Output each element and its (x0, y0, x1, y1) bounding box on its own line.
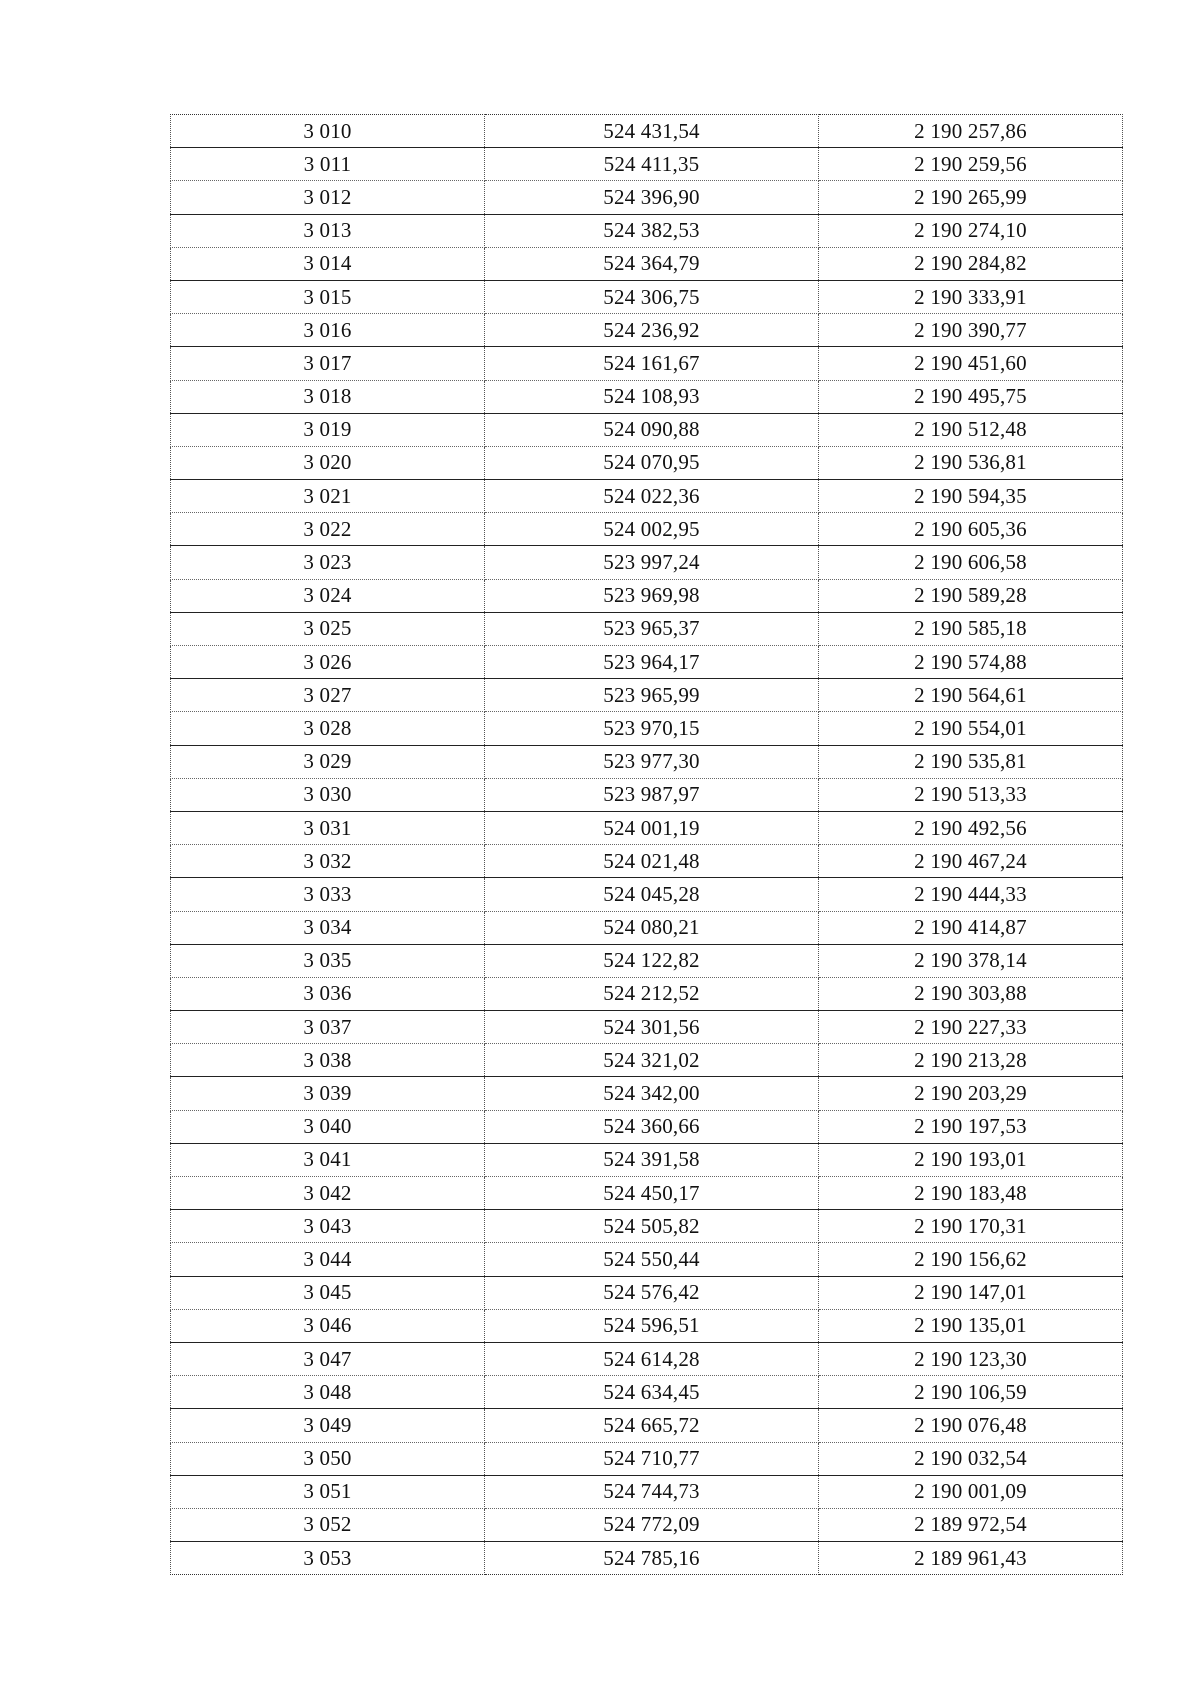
table-row (171, 1376, 1123, 1409)
table-row (171, 612, 1123, 645)
table-row (171, 1143, 1123, 1176)
x-coordinate-cell: 524 550,44 (485, 1243, 819, 1276)
x-coordinate-cell: 524 614,28 (485, 1342, 819, 1375)
x-coordinate-cell: 524 596,51 (485, 1309, 819, 1342)
x-coordinate-cell: 523 977,30 (485, 745, 819, 778)
table-row (171, 1077, 1123, 1110)
y-coordinate-cell: 2 190 605,36 (819, 513, 1123, 546)
x-coordinate-cell: 524 364,79 (485, 247, 819, 280)
x-coordinate-cell: 523 965,37 (485, 612, 819, 645)
x-coordinate-cell: 523 970,15 (485, 712, 819, 745)
point-number-cell: 3 041 (171, 1143, 485, 1176)
point-number-cell: 3 012 (171, 181, 485, 214)
x-coordinate-cell: 524 021,48 (485, 845, 819, 878)
table-row (171, 845, 1123, 878)
x-coordinate-cell: 523 969,98 (485, 579, 819, 612)
point-number-cell: 3 025 (171, 612, 485, 645)
y-coordinate-cell: 2 190 284,82 (819, 247, 1123, 280)
table-row (171, 1110, 1123, 1143)
table-row (171, 1177, 1123, 1210)
point-number-cell: 3 053 (171, 1542, 485, 1575)
point-number-cell: 3 052 (171, 1508, 485, 1541)
coordinates-table-body (171, 115, 1123, 1575)
point-number-cell: 3 016 (171, 314, 485, 347)
point-number-cell: 3 043 (171, 1210, 485, 1243)
y-coordinate-cell: 2 190 495,75 (819, 380, 1123, 413)
point-number-cell: 3 030 (171, 778, 485, 811)
y-coordinate-cell: 2 190 203,29 (819, 1077, 1123, 1110)
table-row (171, 646, 1123, 679)
point-number-cell: 3 018 (171, 380, 485, 413)
y-coordinate-cell: 2 190 303,88 (819, 977, 1123, 1010)
table-row (171, 1542, 1123, 1575)
point-number-cell: 3 031 (171, 811, 485, 844)
y-coordinate-cell: 2 190 444,33 (819, 878, 1123, 911)
x-coordinate-cell: 524 090,88 (485, 413, 819, 446)
x-coordinate-cell: 524 301,56 (485, 1011, 819, 1044)
point-number-cell: 3 024 (171, 579, 485, 612)
point-number-cell: 3 020 (171, 446, 485, 479)
table-row (171, 811, 1123, 844)
point-number-cell: 3 038 (171, 1044, 485, 1077)
table-row (171, 546, 1123, 579)
y-coordinate-cell: 2 190 259,56 (819, 148, 1123, 181)
y-coordinate-cell: 2 190 265,99 (819, 181, 1123, 214)
x-coordinate-cell: 524 772,09 (485, 1508, 819, 1541)
x-coordinate-cell: 524 001,19 (485, 811, 819, 844)
point-number-cell: 3 021 (171, 480, 485, 513)
x-coordinate-cell: 524 122,82 (485, 944, 819, 977)
table-row (171, 380, 1123, 413)
point-number-cell: 3 035 (171, 944, 485, 977)
table-row (171, 1210, 1123, 1243)
table-row (171, 911, 1123, 944)
table-row (171, 878, 1123, 911)
y-coordinate-cell: 2 190 390,77 (819, 314, 1123, 347)
y-coordinate-cell: 2 190 156,62 (819, 1243, 1123, 1276)
y-coordinate-cell: 2 190 467,24 (819, 845, 1123, 878)
y-coordinate-cell: 2 190 227,33 (819, 1011, 1123, 1044)
x-coordinate-cell: 523 987,97 (485, 778, 819, 811)
point-number-cell: 3 032 (171, 845, 485, 878)
x-coordinate-cell: 524 431,54 (485, 115, 819, 148)
y-coordinate-cell: 2 190 123,30 (819, 1342, 1123, 1375)
point-number-cell: 3 014 (171, 247, 485, 280)
point-number-cell: 3 034 (171, 911, 485, 944)
y-coordinate-cell: 2 190 032,54 (819, 1442, 1123, 1475)
y-coordinate-cell: 2 190 193,01 (819, 1143, 1123, 1176)
table-row (171, 247, 1123, 280)
table-row (171, 214, 1123, 247)
y-coordinate-cell: 2 190 574,88 (819, 646, 1123, 679)
point-number-cell: 3 045 (171, 1276, 485, 1309)
point-number-cell: 3 047 (171, 1342, 485, 1375)
point-number-cell: 3 013 (171, 214, 485, 247)
y-coordinate-cell: 2 190 585,18 (819, 612, 1123, 645)
point-number-cell: 3 022 (171, 513, 485, 546)
point-number-cell: 3 046 (171, 1309, 485, 1342)
point-number-cell: 3 028 (171, 712, 485, 745)
x-coordinate-cell: 524 212,52 (485, 977, 819, 1010)
y-coordinate-cell: 2 190 106,59 (819, 1376, 1123, 1409)
table-row (171, 1011, 1123, 1044)
table-row (171, 1475, 1123, 1508)
point-number-cell: 3 042 (171, 1177, 485, 1210)
point-number-cell: 3 044 (171, 1243, 485, 1276)
point-number-cell: 3 039 (171, 1077, 485, 1110)
point-number-cell: 3 011 (171, 148, 485, 181)
y-coordinate-cell: 2 190 183,48 (819, 1177, 1123, 1210)
coordinates-table (170, 114, 1123, 1575)
y-coordinate-cell: 2 190 414,87 (819, 911, 1123, 944)
y-coordinate-cell: 2 190 213,28 (819, 1044, 1123, 1077)
x-coordinate-cell: 524 391,58 (485, 1143, 819, 1176)
x-coordinate-cell: 523 965,99 (485, 679, 819, 712)
x-coordinate-cell: 524 070,95 (485, 446, 819, 479)
table-row (171, 280, 1123, 313)
table-row (171, 1409, 1123, 1442)
y-coordinate-cell: 2 190 535,81 (819, 745, 1123, 778)
x-coordinate-cell: 524 236,92 (485, 314, 819, 347)
y-coordinate-cell: 2 190 589,28 (819, 579, 1123, 612)
y-coordinate-cell: 2 190 492,56 (819, 811, 1123, 844)
point-number-cell: 3 049 (171, 1409, 485, 1442)
x-coordinate-cell: 524 576,42 (485, 1276, 819, 1309)
x-coordinate-cell: 524 321,02 (485, 1044, 819, 1077)
x-coordinate-cell: 524 785,16 (485, 1542, 819, 1575)
x-coordinate-cell: 524 665,72 (485, 1409, 819, 1442)
y-coordinate-cell: 2 190 536,81 (819, 446, 1123, 479)
x-coordinate-cell: 524 161,67 (485, 347, 819, 380)
point-number-cell: 3 019 (171, 413, 485, 446)
y-coordinate-cell: 2 190 076,48 (819, 1409, 1123, 1442)
y-coordinate-cell: 2 190 170,31 (819, 1210, 1123, 1243)
point-number-cell: 3 023 (171, 546, 485, 579)
point-number-cell: 3 040 (171, 1110, 485, 1143)
table-row (171, 446, 1123, 479)
table-row (171, 513, 1123, 546)
y-coordinate-cell: 2 190 274,10 (819, 214, 1123, 247)
table-row (171, 181, 1123, 214)
point-number-cell: 3 029 (171, 745, 485, 778)
table-row (171, 579, 1123, 612)
y-coordinate-cell: 2 190 513,33 (819, 778, 1123, 811)
x-coordinate-cell: 524 710,77 (485, 1442, 819, 1475)
point-number-cell: 3 010 (171, 115, 485, 148)
x-coordinate-cell: 523 997,24 (485, 546, 819, 579)
table-row (171, 413, 1123, 446)
table-row (171, 977, 1123, 1010)
y-coordinate-cell: 2 190 512,48 (819, 413, 1123, 446)
x-coordinate-cell: 524 108,93 (485, 380, 819, 413)
y-coordinate-cell: 2 190 257,86 (819, 115, 1123, 148)
x-coordinate-cell: 524 505,82 (485, 1210, 819, 1243)
table-row (171, 347, 1123, 380)
point-number-cell: 3 050 (171, 1442, 485, 1475)
y-coordinate-cell: 2 190 147,01 (819, 1276, 1123, 1309)
y-coordinate-cell: 2 190 554,01 (819, 712, 1123, 745)
point-number-cell: 3 026 (171, 646, 485, 679)
point-number-cell: 3 017 (171, 347, 485, 380)
y-coordinate-cell: 2 190 135,01 (819, 1309, 1123, 1342)
table-row (171, 314, 1123, 347)
x-coordinate-cell: 524 002,95 (485, 513, 819, 546)
x-coordinate-cell: 524 342,00 (485, 1077, 819, 1110)
y-coordinate-cell: 2 190 606,58 (819, 546, 1123, 579)
y-coordinate-cell: 2 190 001,09 (819, 1475, 1123, 1508)
x-coordinate-cell: 524 411,35 (485, 148, 819, 181)
table-row (171, 944, 1123, 977)
point-number-cell: 3 027 (171, 679, 485, 712)
table-row (171, 115, 1123, 148)
table-row (171, 1442, 1123, 1475)
table-row (171, 679, 1123, 712)
x-coordinate-cell: 524 045,28 (485, 878, 819, 911)
table-row (171, 745, 1123, 778)
point-number-cell: 3 036 (171, 977, 485, 1010)
x-coordinate-cell: 523 964,17 (485, 646, 819, 679)
x-coordinate-cell: 524 382,53 (485, 214, 819, 247)
point-number-cell: 3 037 (171, 1011, 485, 1044)
point-number-cell: 3 015 (171, 280, 485, 313)
x-coordinate-cell: 524 396,90 (485, 181, 819, 214)
table-row (171, 778, 1123, 811)
y-coordinate-cell: 2 190 333,91 (819, 280, 1123, 313)
x-coordinate-cell: 524 306,75 (485, 280, 819, 313)
point-number-cell: 3 033 (171, 878, 485, 911)
x-coordinate-cell: 524 080,21 (485, 911, 819, 944)
y-coordinate-cell: 2 189 961,43 (819, 1542, 1123, 1575)
y-coordinate-cell: 2 190 564,61 (819, 679, 1123, 712)
point-number-cell: 3 048 (171, 1376, 485, 1409)
point-number-cell: 3 051 (171, 1475, 485, 1508)
y-coordinate-cell: 2 190 378,14 (819, 944, 1123, 977)
x-coordinate-cell: 524 634,45 (485, 1376, 819, 1409)
table-row (171, 1044, 1123, 1077)
table-row (171, 480, 1123, 513)
x-coordinate-cell: 524 022,36 (485, 480, 819, 513)
y-coordinate-cell: 2 190 197,53 (819, 1110, 1123, 1143)
table-row (171, 1508, 1123, 1541)
table-row (171, 1243, 1123, 1276)
y-coordinate-cell: 2 190 594,35 (819, 480, 1123, 513)
table-row (171, 1276, 1123, 1309)
table-row (171, 1309, 1123, 1342)
y-coordinate-cell: 2 189 972,54 (819, 1508, 1123, 1541)
x-coordinate-cell: 524 360,66 (485, 1110, 819, 1143)
table-row (171, 712, 1123, 745)
table-row (171, 1342, 1123, 1375)
table-row (171, 148, 1123, 181)
y-coordinate-cell: 2 190 451,60 (819, 347, 1123, 380)
x-coordinate-cell: 524 744,73 (485, 1475, 819, 1508)
x-coordinate-cell: 524 450,17 (485, 1177, 819, 1210)
